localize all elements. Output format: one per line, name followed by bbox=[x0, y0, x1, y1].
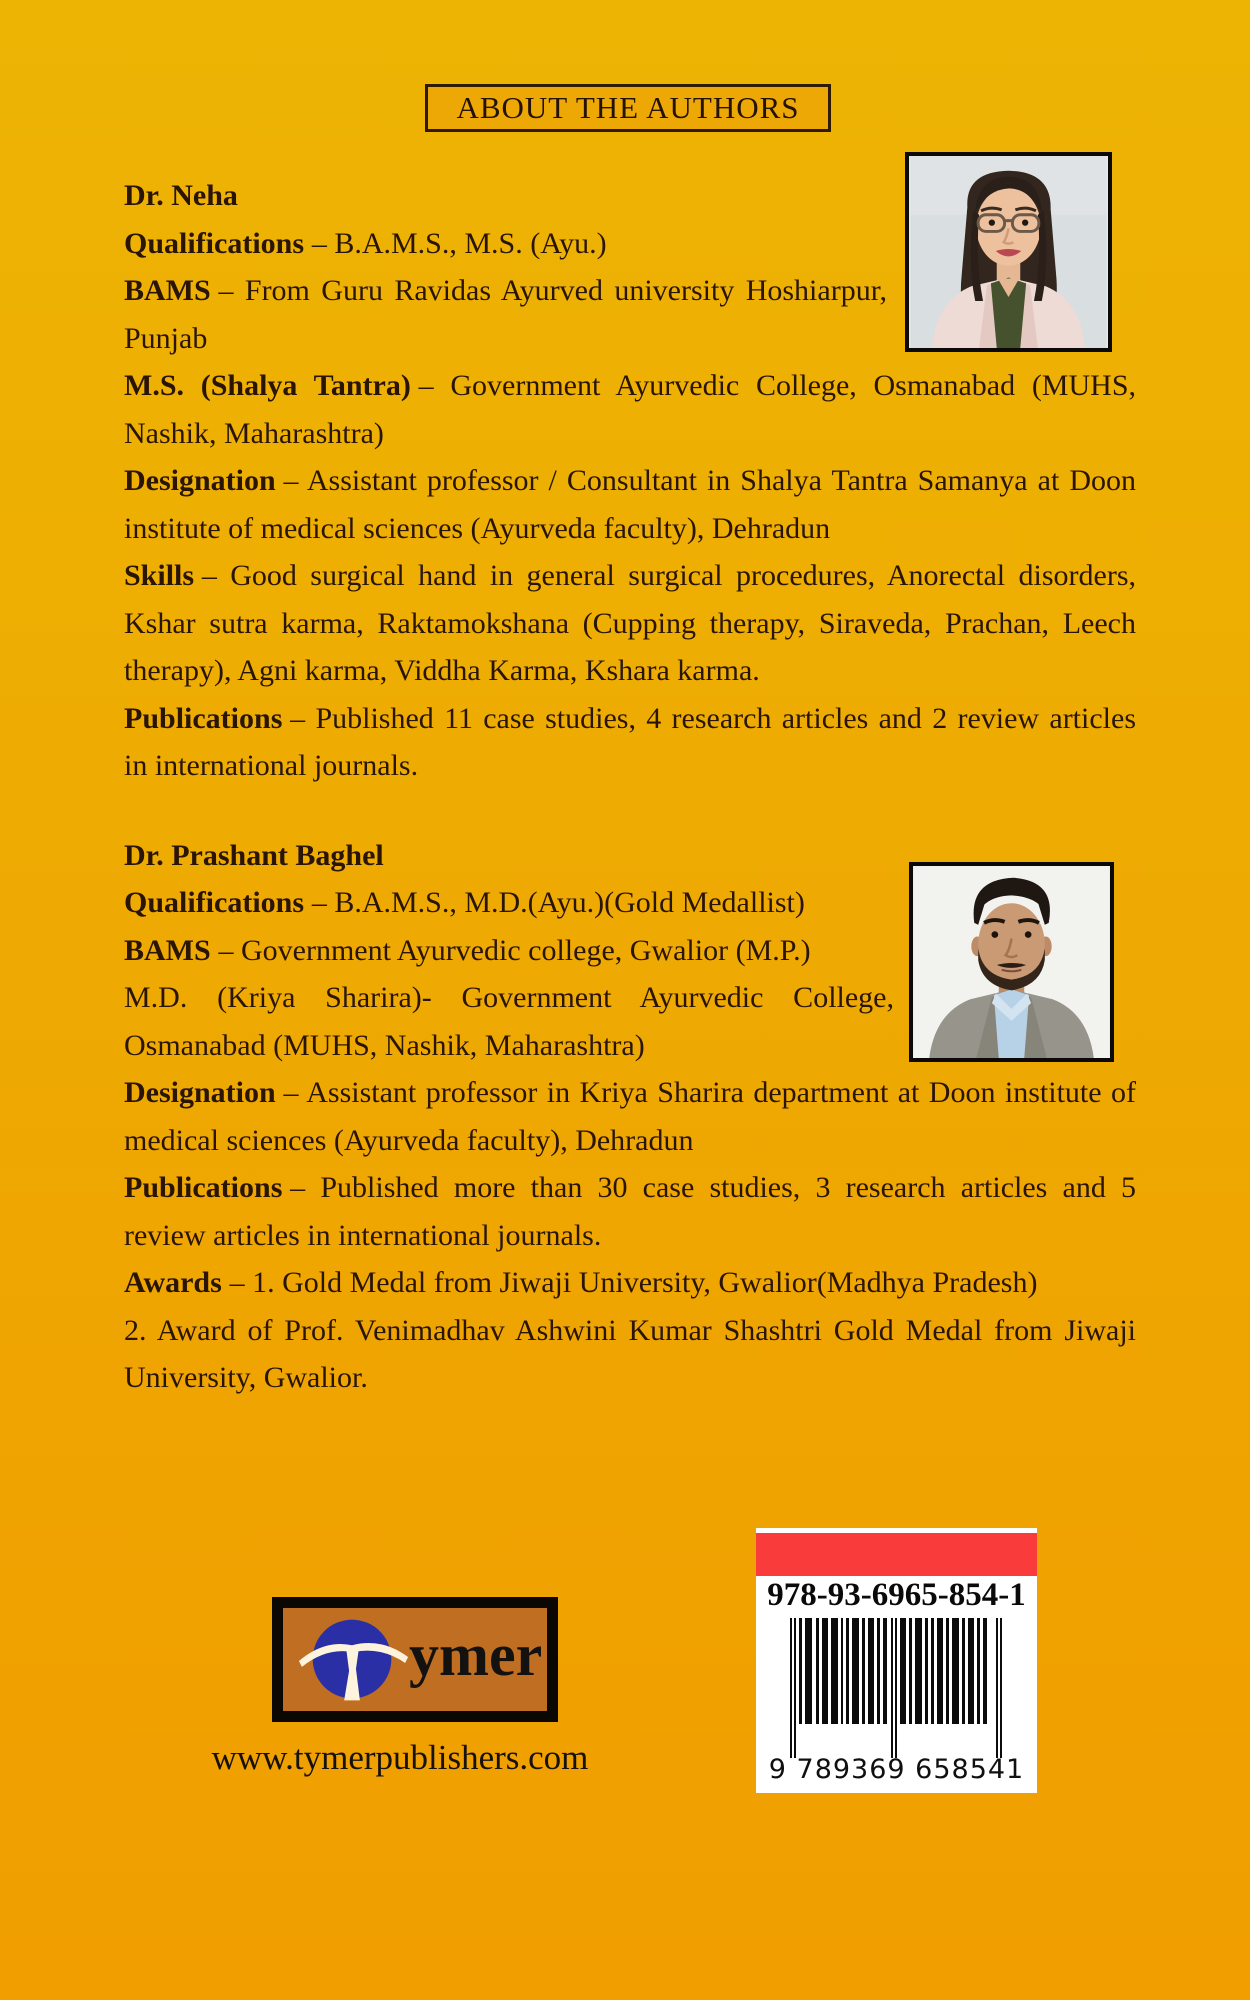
field-text: – 1. Gold Medal from Jiwaji University, Gwalior(Madhya Pradesh) bbox=[229, 1266, 1038, 1299]
field-text: – B.A.M.S., M.S. (Ayu.) bbox=[311, 226, 607, 260]
author-name: Dr. Neha bbox=[124, 179, 238, 212]
page-title: ABOUT THE AUTHORS bbox=[456, 90, 800, 125]
field-label: BAMS bbox=[124, 274, 211, 307]
field-label: Qualifications bbox=[124, 226, 305, 260]
field-label: Designation bbox=[124, 1076, 276, 1109]
field-label: Qualifications bbox=[124, 886, 305, 919]
field-text: – Published more than 30 case studies, 3 research articles and 5 review articles in international journals. bbox=[124, 1171, 1136, 1252]
field-text: – From Guru Ravidas Ayurved university Hoshiarpur, Punjab bbox=[124, 274, 887, 355]
field-label: M.S. (Shalya Tantra) bbox=[124, 369, 411, 402]
field-text: – Government Ayurvedic college, Gwalior (M.P.) bbox=[218, 933, 811, 967]
barcode-panel bbox=[756, 1528, 1037, 1793]
author-section-prashant bbox=[124, 832, 1136, 1402]
field-text: – Assistant professor in Kriya Sharira department at Doon institute of medical sciences (Ayurveda faculty), Dehradun bbox=[124, 1076, 1136, 1157]
publisher-website: www.tymerpublishers.com bbox=[211, 1738, 589, 1777]
publisher-logo bbox=[272, 1597, 558, 1722]
logo-wordmark: ymer bbox=[409, 1621, 543, 1688]
authors-content bbox=[124, 172, 1136, 1402]
author-field-designation bbox=[124, 1069, 1136, 1164]
field-label: Skills bbox=[124, 559, 195, 592]
author-field-skills bbox=[124, 552, 1136, 695]
field-label: Awards bbox=[124, 1266, 222, 1299]
author-field-designation bbox=[124, 457, 1136, 552]
author-field-awards-2 bbox=[124, 1307, 1136, 1402]
author-name: Dr. Prashant Baghel bbox=[124, 838, 384, 872]
field-label: Publications bbox=[124, 1171, 283, 1204]
author-field-publications bbox=[124, 1164, 1136, 1259]
field-text: 2. Award of Prof. Venimadhav Ashwini Kumar Shashtri Gold Medal from Jiwaji University, Gwalior. bbox=[124, 1313, 1136, 1394]
field-label: Designation bbox=[124, 464, 276, 497]
author-photo-prashant bbox=[909, 862, 1114, 1062]
field-text: – Government Ayurvedic College, Osmanabad (MUHS, Nashik, Maharashtra) bbox=[124, 369, 1136, 450]
barcode-red-band bbox=[756, 1533, 1037, 1576]
field-text: M.D. (Kriya Sharira)- Government Ayurvedic College, Osmanabad (MUHS, Nashik, Maharashtra) bbox=[124, 981, 894, 1062]
author-section-neha bbox=[124, 172, 1136, 790]
field-label: Publications bbox=[124, 701, 283, 735]
author-field-ms bbox=[124, 362, 1136, 457]
isbn-number: 978-93-6965-854-1 bbox=[767, 1577, 1026, 1613]
about-authors-title-box bbox=[425, 84, 831, 132]
barcode-digits: 9 789369 658541 bbox=[768, 1754, 1025, 1785]
field-text: – B.A.M.S., M.D.(Ayu.)(Gold Medallist) bbox=[311, 886, 805, 919]
field-label: BAMS bbox=[124, 933, 211, 967]
barcode-bars bbox=[790, 1618, 1002, 1758]
author-photo-neha bbox=[905, 152, 1112, 352]
field-text: – Good surgical hand in general surgical procedures, Anorectal disorders, Kshar sutra karma, Raktamokshana (Cupping therapy, Siraveda, Prachan, Leech therapy), Agni karma, Viddha Karma, Kshara karma. bbox=[124, 559, 1136, 687]
prashant-portrait-illustration bbox=[913, 866, 1110, 1058]
author-field-publications bbox=[124, 695, 1136, 790]
author-field-awards bbox=[124, 1259, 1136, 1307]
neha-portrait-illustration bbox=[909, 156, 1108, 348]
field-text: – Published 11 case studies, 4 research articles and 2 review articles in international journals. bbox=[124, 701, 1136, 782]
tymer-logo-icon bbox=[295, 1617, 413, 1703]
field-text: – Assistant professor / Consultant in Shalya Tantra Samanya at Doon institute of medical sciences (Ayurveda faculty), Dehradun bbox=[124, 464, 1136, 545]
